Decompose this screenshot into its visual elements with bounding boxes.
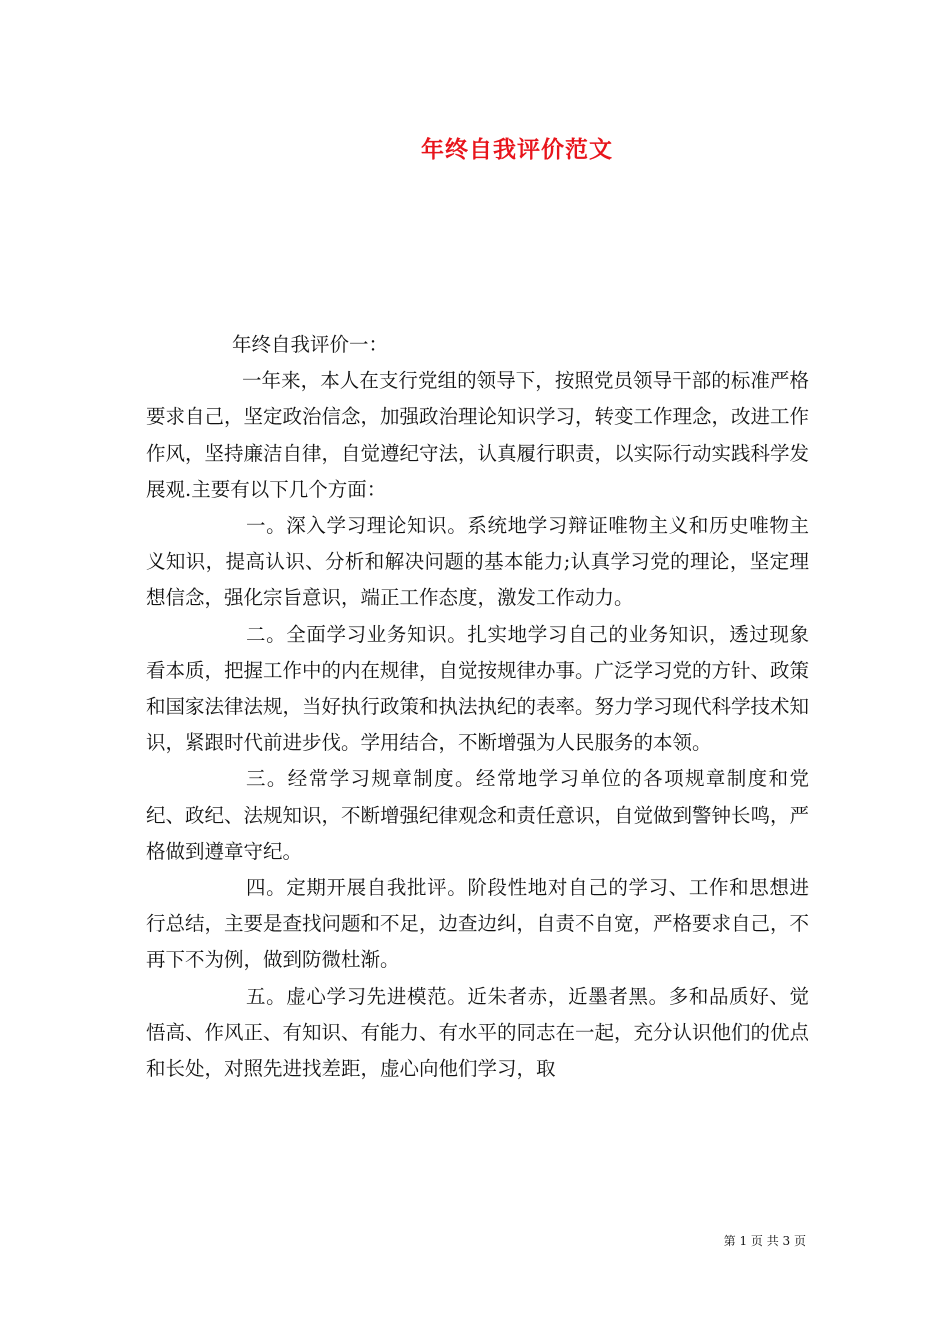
section-heading: 年终自我评价一： (232, 333, 389, 356)
document-title: 年终自我评价范文 (421, 136, 613, 163)
paragraph-item-1: 一。深入学习理论知识。系统地学习辩证唯物主义和历史唯物主义知识，提高认识、分析和解决问题的基本能力;认真学习党的理论，坚定理想信念，强化宗旨意识，端正工作态度，激发工作动力。 (146, 514, 809, 610)
paragraph-item-2: 二。全面学习业务知识。扎实地学习自己的业务知识，透过现象看本质，把握工作中的内在规律，自觉按规律办事。广泛学习党的方针、政策和国家法律法规，当好执行政策和执法执纪的表率。努力学习现代科学技术知识，紧跟时代前进步伐。学用结合，不断增强为人民服务的本领。 (146, 622, 810, 755)
paragraph-item-5: 五。虚心学习先进模范。近朱者赤，近墨者黑。多和品质好、觉悟高、作风正、有知识、有能力、有水平的同志在一起，充分认识他们的优点和长处，对照先进找差距，虚心向他们学习，取 (146, 984, 810, 1081)
document-body (146, 327, 809, 1087)
paragraph-intro: 一年来，本人在支行党组的领导下，按照党员领导干部的标准严格要求自己，坚定政治信念，加强政治理论知识学习，转变工作理念，改进工作作风，坚持廉洁自律，自觉遵纪守法，认真履行职责，以实际行动实践科学发展观.主要有以下几个方面： (146, 369, 810, 501)
paragraph-item-3: 三。经常学习规章制度。经常地学习单位的各项规章制度和党纪、政纪、法规知识，不断增强纪律观念和责任意识，自觉做到警钟长鸣，严格做到遵章守纪。 (146, 767, 810, 863)
page-number-footer: 第 1 页 共 3 页 (723, 1234, 806, 1248)
paragraph-item-4: 四。定期开展自我批评。阶段性地对自己的学习、工作和思想进行总结，主要是查找问题和不足，边查边纠，自责不自宽，严格要求自己，不再下不为例，做到防微杜渐。 (146, 876, 810, 972)
